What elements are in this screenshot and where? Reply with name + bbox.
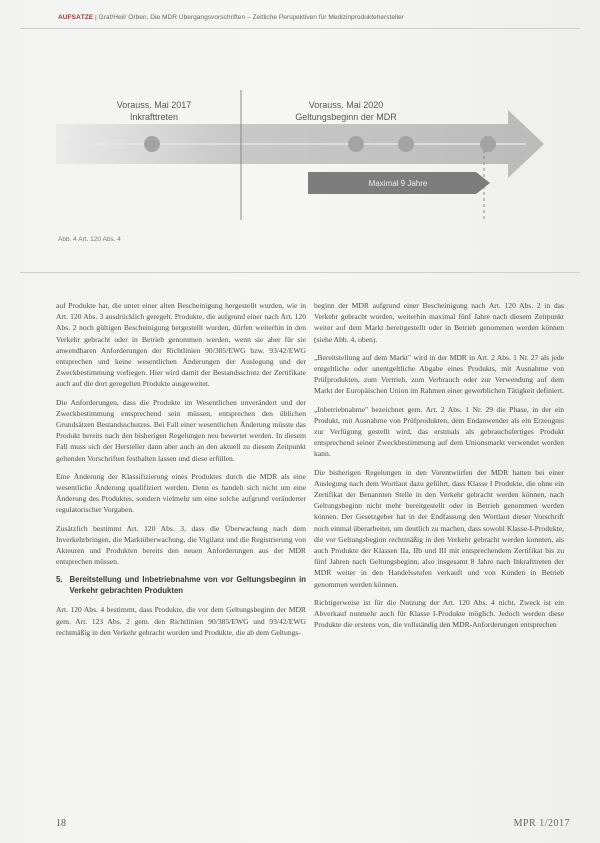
right-paragraph-3: „Inbetriebnahme" bezeichnet gem. Art. 2 Abs. 1 Nr. 29 die Phase, in der ein Produkt, mit Ausnahme von Prüfprodukten, dem Endanwender als ein Erzeugnis zur Verfügung gestellt wird, das erstmals als gebrauchsfertiges Produkt entsprechend seiner Zweckbestimmung auf dem Unionsmarkt verwendet werden kann. [314, 404, 564, 459]
bar-label: Maximal 9 Jahre [368, 179, 428, 188]
running-header [58, 14, 580, 21]
left-paragraph-2: Die Anforderungen, dass die Produkte im Wesentlichen unverändert und der Zweckbestimmung entsprechend sein müssen, entsprechen den üblichen Grundsätzen Bestandsschutzes. Bei Fall einer wesentlichen Änderung müsste das Produkt bereits nach den bisherigen Regelungen neu bewertet werden. In diesem Fall muss sich der Hersteller dann aber auch an den aktuell zu diesem Zeitpunkt geltenden Vorschriften festhalten lassen und diese erfüllen. [56, 397, 306, 463]
right-paragraph-5: Richtigerweise ist für die Nutzung der Art. 120 Abs. 4 nicht, Zweck ist ein Abverkauf nunmehr auch für Klasse I-Produkte möglich. Jedoch werden diese Produkte die erstens von, die vollständig den MDR-Anforderungen entsprechen [314, 597, 564, 630]
label-right-line1: Vorauss. Mai 2020 [308, 100, 384, 110]
left-paragraph-3: Eine Änderung der Klassifizierung eines Produktes durch die MDR als eine wesentliche Änderung qualifiziert werden. Denn es handelt sich nicht um eine Änderung des Produktes, sondern vielmehr um eine solche aufgrund veränderter regulatorischer Vorgaben. [56, 471, 306, 515]
right-paragraph-1: beginn der MDR aufgrund einer Bescheinigung nach Art. 120 Abs. 2 in das Verkehr gebracht wurden, weiterhin maximal fünf Jahre nach diesem Zeitpunkt weiter auf dem Markt bereitgestellt oder in Betrieb genommen werden können (siehe Abb. 4, oben). [314, 301, 564, 344]
label-left-line1: Vorauss. Mai 2017 [116, 100, 192, 110]
right-paragraph-2: „Bereitstellung auf dem Markt" wird in der MDR in Art. 2 Abs. 1 Nr. 27 als jede entgeltliche oder unentgeltliche Abgabe eines Produkts, mit Ausnahme von Prüfprodukten, zum Vertrieb, zum Verbrauch oder zur Verwendung auf dem Markt der Europäischen Union im Rahmen einer gewerblichen Tätigkeit definiert. [314, 352, 564, 396]
timeline-diagram [56, 80, 558, 265]
timeline-dot-2 [348, 136, 364, 152]
left-paragraph-4: Zusätzlich bestimmt Art. 120 Abs. 3, dass die Überwachung nach dem Inverkehrbringen, die Marktüberwachung, die Vigilanz und die Registrierung von Akteuren und Produkten bereits den neuen Anforderungen aus der MDR entsprechen müssen. [56, 523, 306, 567]
left-paragraph-5: Art. 120 Abs. 4 bestimmt, dass Produkte, die vor dem Geltungsbeginn der MDR gem. Art. 123 Abs. 2 gem. den Richtlinien 90/385/EWG und 93/42/EWG rechtmäßig in den Verkehr gebracht wurden und Produkte, die ab dem Geltungs- [56, 605, 306, 637]
timeline-dot-4 [480, 136, 496, 152]
magazine-issue: MPR 1/2017 [513, 818, 570, 829]
timeline-dot-1 [144, 136, 160, 152]
section-heading-number: 5. [56, 575, 63, 585]
figure-caption: Abb. 4 Art. 120 Abs. 4 [58, 236, 121, 243]
header-title: | Graf/Heil/ Orben, Die MDR Übergangsvorschriften – Zeitliche Perspektiven für Medizinproduktehersteller [95, 14, 404, 21]
left-paragraph-1: auf Produkte hat, die unter einer alten Bescheinigung hergestellt wurden, wie in Art. 120 Abs. 3 ausdrücklich geregelt. Produkte, die aufgrund einer nach Art. 120 Abs. 2 noch gültigen Bescheinigung hergestellt wurden, dürfen weiterhin in den Verkehr gebracht oder in Betrieb genommen werden, wenn sie aber für sie anwendbaren Anforderungen der Richtlinien 90/385/EWG bzw. 93/42/EWG entsprechen und keine wesentlichen Änderungen der Auslegung und der Zweckbestimmung vorliegen. Hier wird damit der Bestandsschutz der Zertifikate auch auf die dort geregelten Produkte ausgeweitet. [56, 301, 306, 389]
label-right-line2: Geltungsbeginn der MDR [295, 112, 397, 122]
label-left-line2: Inkrafttreten [129, 112, 179, 122]
page-number: 18 [56, 818, 66, 829]
section-label: AUFSÄTZE [58, 14, 94, 21]
figure-rule [20, 272, 580, 273]
left-column [56, 300, 306, 645]
section-heading-text: Bereitstellung und Inbetriebnahme von vor Geltungsbeginn in Verkehr gebrachten Produkten [69, 575, 306, 596]
section-heading [56, 574, 306, 596]
timeline-figure [56, 80, 558, 265]
header-rule [20, 28, 580, 29]
right-column [314, 300, 564, 637]
timeline-dot-3 [398, 136, 414, 152]
right-paragraph-4: Die bisherigen Regelungen in den Vorentwürfen der MDR hatten bei einer Auslegung nach dem Wortlaut dazu geführt, dass Klasse I Produkte, die ohne ein Zertifikat der Benannten Stelle in den Verkehr gebracht werden können, nach Geltungsbeginn nicht mehr bereitgestellt oder in Betrieb genommen werden können. Der Gesetzgeber hat in der Endfassung den Wortlaut dieser Vorschrift noch einmal überarbeitet, um deutlich zu machen, dass sowohl Klasse-I-Produkte, die vor Geltungsbeginn rechtmäßig in den Verkehr gebracht werden konnten, als auch Produkte der Klassen IIa, IIb und III mit entsprechendem Zertifikat bis zu fünf Jahren nach Geltungsbeginn, also insgesamt 8 Jahre nach Inkrafttreten der MDR weiter in den Handelsstufen verkauft und von Kunden in Betrieb genommen werden können. [314, 467, 564, 589]
